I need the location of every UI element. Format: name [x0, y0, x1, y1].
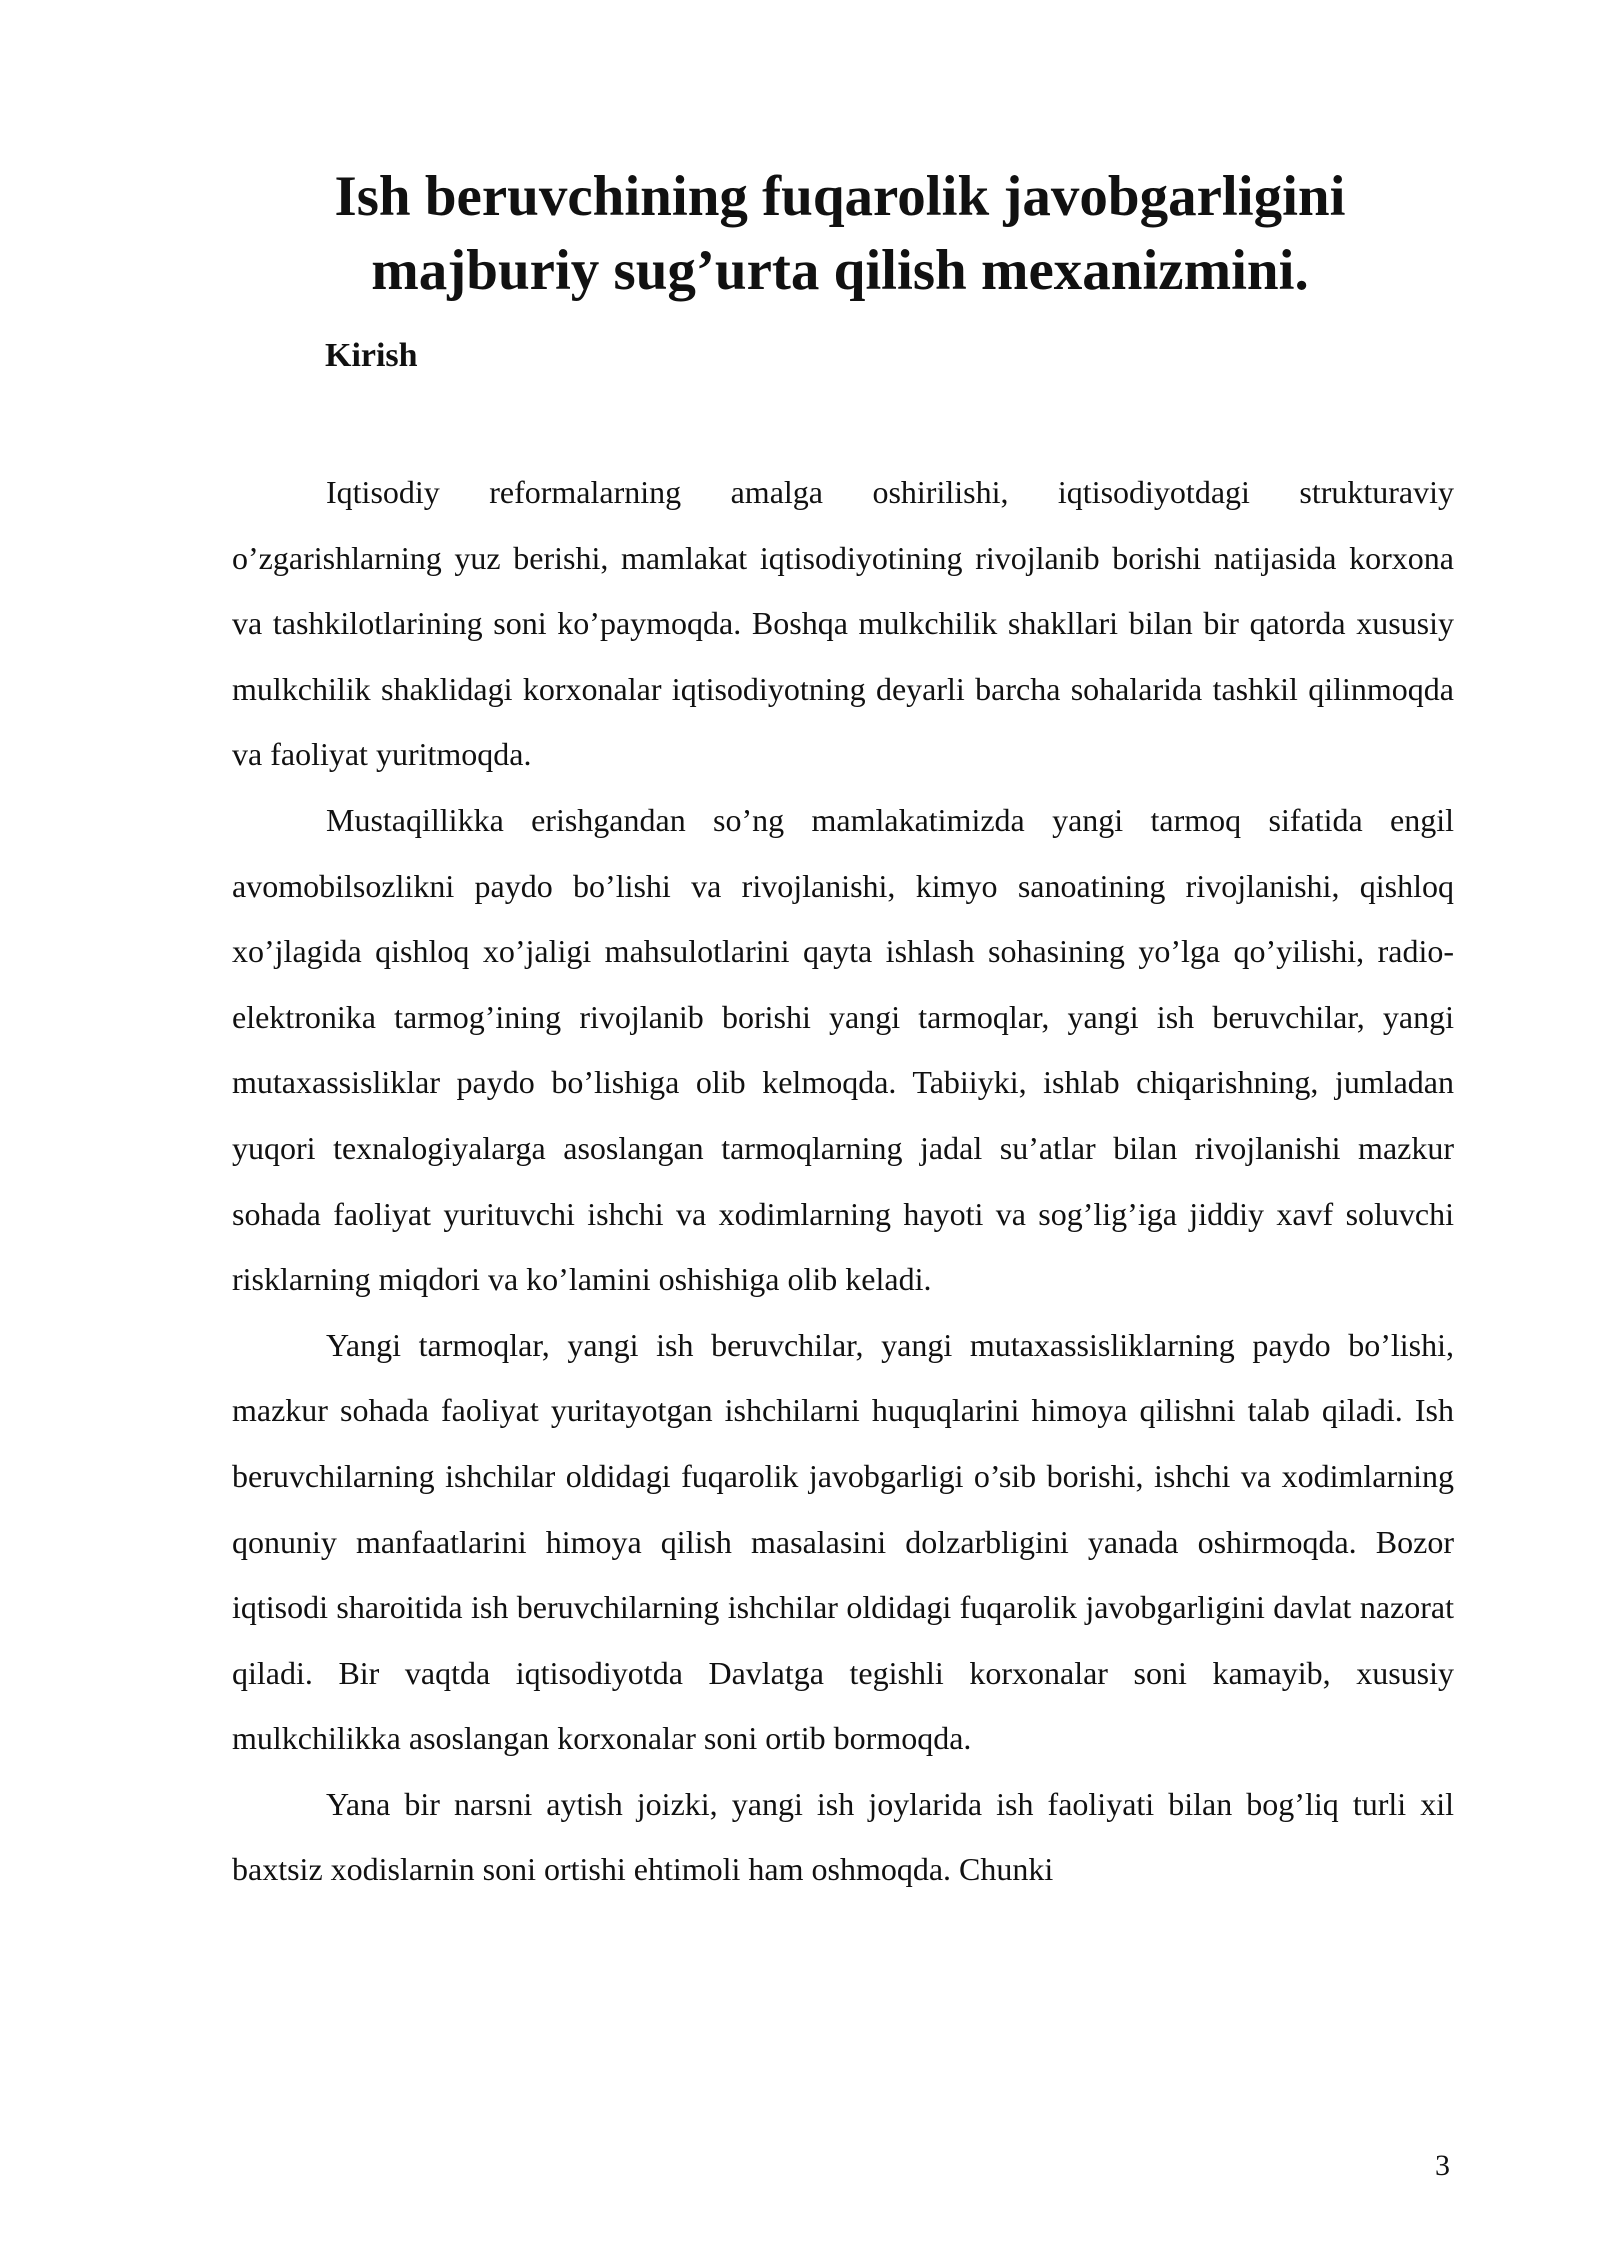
section-heading: Kirish — [325, 337, 418, 374]
document-title: Ish beruvchining fuqarolik javobgarligini majburiy sug’urta qilish mexanizmini. — [334, 165, 1346, 302]
paragraph: Iqtisodiy reformalarning amalga oshirilishi, iqtisodiyotdagi strukturaviy o’zgarishlarning yuz berishi, mamlakat iqtisodiyotining rivojlanib borishi natijasida korxona va tashkilotlarining soni ko’paymoqda. Boshqa mulkchilik shakllari bilan bir qatorda xususiy mulkchilik shaklidagi korxonalar iqtisodiyotning deyarli barcha sohalarida tashkil qilinmoqda va faoliyat yuritmoqda. — [232, 474, 1454, 773]
body-text — [232, 460, 1454, 1903]
paragraph: Mustaqillikka erishgandan so’ng mamlakatimizda yangi tarmoq sifatida engil avomobilsozlikni paydo bo’lishi va rivojlanishi, kimyo sanoatining rivojlanishi, qishloq xo’jlagida qishloq xo’jaligi mahsulotlarini qayta ishlash sohasining yo’lga qo’yilishi, radio-elektronika tarmog’ining rivojlanib borishi yangi tarmoqlar, yangi ish beruvchilar, yangi mutaxassisliklar paydo bo’lishiga olib kelmoqda. Tabiiyki, ishlab chiqarishning, jumladan yuqori texnalogiyalarga asoslangan tarmoqlarning jadal su’atlar bilan rivojlanishi mazkur sohada faoliyat yurituvchi ishchi va xodimlarning hayoti va sog’lig’iga jiddiy xavf soluvchi risklarning miqdori va ko’lamini oshishiga olib keladi. — [232, 801, 1454, 1298]
page-number: 3 — [1435, 2149, 1450, 2182]
paragraph: Yangi tarmoqlar, yangi ish beruvchilar, yangi mutaxassisliklarning paydo bo’lishi, mazkur sohada faoliyat yuritayotgan ishchilarni huquqlarini himoya qilishni talab qiladi. Ish beruvchilarning ishchilar oldidagi fuqarolik javobgarligi o’sib borishi, ishchi va xodimlarning qonuniy manfaatlarini himoya qilish masalasini dolzarbligini yanada oshirmoqda. Bozor iqtisodi sharoitida ish beruvchilarning ishchilar oldidagi fuqarolik javobgarligini davlat nazorat qiladi. Bir vaqtda iqtisodiyotda Davlatga tegishli korxonalar soni kamayib, xususiy mulkchilikka asoslangan korxonalar soni ortib bormoqda. — [232, 1326, 1454, 1757]
paragraph: Yana bir narsni aytish joizki, yangi ish joylarida ish faoliyati bilan bog’liq turli xil baxtsiz xodislarnin soni ortishi ehtimoli ham oshmoqda. Chunki — [232, 1785, 1454, 1888]
